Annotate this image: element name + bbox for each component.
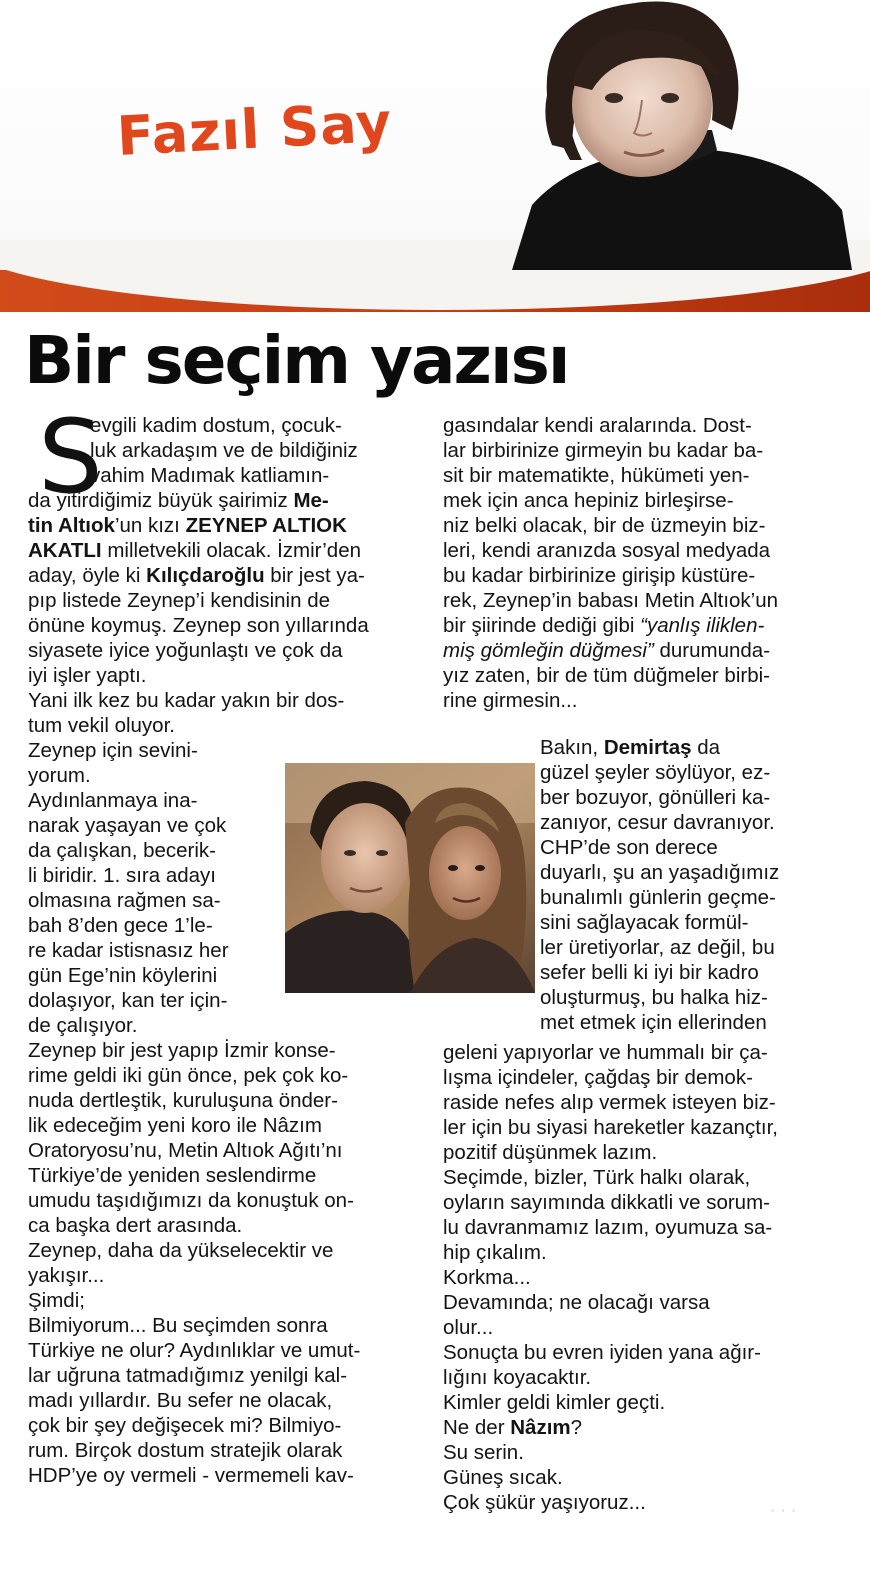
- bold-text: Nâzım: [510, 1416, 571, 1439]
- italic-text: “yanlış iliklen-: [640, 614, 765, 637]
- bold-text: tin Altıok: [28, 514, 115, 537]
- text-span: evgili kadim dostum, çocuk-: [90, 414, 342, 437]
- text-span: oyların sayımında dikkatli ve sorum-: [443, 1191, 770, 1214]
- text-line: [28, 638, 408, 663]
- text-span: Çok şükür yaşıyoruz...: [443, 1491, 646, 1514]
- text-span: leri, kendi aranızda sosyal medyada: [443, 539, 771, 562]
- text-line: [28, 413, 408, 438]
- text-span: luk arkadaşım ve de bildiğiniz: [90, 439, 358, 462]
- text-line: [443, 1115, 853, 1140]
- text-line: [443, 1340, 853, 1365]
- text-span: durumunda-: [653, 639, 771, 662]
- text-line: [443, 1465, 853, 1490]
- text-span: gün Ege’nin köylerini: [28, 964, 218, 987]
- bold-text: Kılıçdaroğlu: [146, 564, 265, 587]
- text-span: önüne koymuş. Zeynep son yıllarında: [28, 614, 369, 637]
- text-span: HDP’ye oy vermeli - vermemeli kav-: [28, 1464, 354, 1487]
- text-line: [28, 1163, 408, 1188]
- text-span: Zeynep, daha da yükselecektir ve: [28, 1239, 334, 1262]
- text-line: [443, 463, 853, 488]
- text-span: duyarlı, şu an yaşadığımız: [540, 861, 780, 884]
- text-span: siyasete iyice yoğunlaştı ve çok da: [28, 639, 343, 662]
- text-line: [443, 1290, 853, 1315]
- text-line: [540, 760, 850, 785]
- text-line: [443, 1165, 853, 1190]
- bleed-through-text-1: · · ·: [770, 1500, 797, 1519]
- text-span: lar uğruna tatmadığımız yenilgi kal-: [28, 1364, 348, 1387]
- text-line: [443, 613, 853, 638]
- text-line: [540, 735, 850, 760]
- text-span: Oratoryosu’nu, Metin Altıok Ağıtı’nı: [28, 1139, 343, 1162]
- text-line: [28, 1313, 408, 1338]
- text-span: aday, öyle ki: [28, 564, 147, 587]
- text-line: [443, 688, 853, 713]
- text-line: [443, 1065, 853, 1090]
- text-line: [28, 1138, 408, 1163]
- text-line: [28, 713, 408, 738]
- text-span: lik edeceğim yeni koro ile Nâzım: [28, 1114, 322, 1137]
- text-line: [28, 588, 408, 613]
- couple-photo: [285, 763, 535, 993]
- text-line: [443, 1040, 853, 1065]
- text-span: oluşturmuş, bu halka hiz-: [540, 986, 768, 1009]
- text-span: lar birbirinize girmeyin bu kadar ba-: [443, 439, 764, 462]
- text-span: de çalışıyor.: [28, 1014, 138, 1037]
- text-line: [443, 1390, 853, 1415]
- text-span: hip çıkalım.: [443, 1241, 547, 1264]
- text-span: ber bozuyor, gönülleri ka-: [540, 786, 771, 809]
- text-line: [28, 1388, 408, 1413]
- text-line: [28, 1113, 408, 1138]
- text-span: bunalımlı günlerin geçme-: [540, 886, 776, 909]
- column-header: [0, 0, 870, 312]
- text-line: [443, 563, 853, 588]
- text-line: [28, 538, 408, 563]
- text-span: ler üretiyorlar, az değil, bu: [540, 936, 775, 959]
- text-line: [443, 1140, 853, 1165]
- text-span: rime geldi iki gün önce, pek çok ko-: [28, 1064, 349, 1087]
- text-span: bah 8’den gece 1’le-: [28, 914, 213, 937]
- text-span: rine girmesin...: [443, 689, 578, 712]
- text-span: Seçimde, bizler, Türk halkı olarak,: [443, 1166, 751, 1189]
- text-span: güzel şeyler söylüyor, ez-: [540, 761, 771, 784]
- text-line: [28, 1413, 408, 1438]
- text-span: dolaşıyor, kan ter için-: [28, 989, 228, 1012]
- text-span: Sonuçta bu evren iyiden yana ağır-: [443, 1341, 761, 1364]
- text-span: ca başka dert arasında.: [28, 1214, 243, 1237]
- bold-text: AKATLI: [28, 539, 102, 562]
- text-line: [540, 960, 850, 985]
- text-span: sini sağlayacak formül-: [540, 911, 749, 934]
- text-span: lığını koyacaktır.: [443, 1366, 592, 1389]
- text-line: [540, 985, 850, 1010]
- text-span: Kimler geldi kimler geçti.: [443, 1391, 666, 1414]
- text-span: yorum.: [28, 764, 91, 787]
- text-line: [28, 1213, 408, 1238]
- text-span: da çalışkan, becerik-: [28, 839, 217, 862]
- text-line: [28, 513, 408, 538]
- text-line: [28, 1188, 408, 1213]
- text-line: [443, 1365, 853, 1390]
- text-line: [28, 688, 408, 713]
- text-line: [28, 1263, 408, 1288]
- author-portrait-photo: [512, 0, 852, 270]
- text-span: Şimdi;: [28, 1289, 85, 1312]
- text-span: ?: [570, 1416, 583, 1439]
- text-line: [28, 613, 408, 638]
- text-span: Bakın,: [540, 736, 604, 759]
- text-span: pozitif düşünmek lazım.: [443, 1141, 658, 1164]
- right-column-top: [443, 413, 853, 713]
- text-line: [540, 885, 850, 910]
- text-span: lu davranmamız lazım, oyumuza sa-: [443, 1216, 773, 1239]
- text-line: [28, 563, 408, 588]
- text-line: [28, 663, 408, 688]
- bold-text: Demirtaş: [603, 736, 692, 759]
- text-span: sefer belli ki iyi bir kadro: [540, 961, 759, 984]
- text-line: [443, 513, 853, 538]
- text-line: [443, 488, 853, 513]
- text-span: madı yıllardır. Bu sefer ne olacak,: [28, 1389, 333, 1412]
- text-span: da: [691, 736, 721, 759]
- text-span: Türkiye ne olur? Aydınlıklar ve umut-: [28, 1339, 361, 1362]
- text-span: met etmek için ellerinden: [540, 1011, 767, 1034]
- text-line: [28, 738, 408, 763]
- text-span: rum. Birçok dostum stratejik olarak: [28, 1439, 343, 1462]
- text-line: [540, 810, 850, 835]
- drop-cap: S: [38, 398, 103, 517]
- text-span: iyi işler yaptı.: [28, 664, 147, 687]
- text-span: nuda dertleştik, kuruluşuna önder-: [28, 1089, 338, 1112]
- text-line: [28, 1088, 408, 1113]
- bold-text: Me-: [293, 489, 329, 512]
- text-span: bir şiirinde dediği gibi: [443, 614, 641, 637]
- text-span: Zeynep için sevini-: [28, 739, 198, 762]
- text-span: Zeynep bir jest yapıp İzmir konse-: [28, 1039, 336, 1062]
- text-line: [540, 910, 850, 935]
- text-span: Ne der: [443, 1416, 511, 1439]
- text-line: [443, 1265, 853, 1290]
- text-span: Su serin.: [443, 1441, 524, 1464]
- text-line: [28, 1238, 408, 1263]
- text-span: Bilmiyorum... Bu seçimden sonra: [28, 1314, 328, 1337]
- text-line: [443, 538, 853, 563]
- text-line: [28, 438, 408, 463]
- text-line: [443, 438, 853, 463]
- text-line: [443, 1240, 853, 1265]
- text-line: [540, 860, 850, 885]
- text-span: pıp listede Zeynep’i kendisinin de: [28, 589, 330, 612]
- text-span: Türkiye’de yeniden seslendirme: [28, 1164, 317, 1187]
- text-line: [443, 588, 853, 613]
- text-span: Güneş sıcak.: [443, 1466, 563, 1489]
- italic-text: miş gömleğin düğmesi”: [443, 639, 654, 662]
- text-line: [443, 1215, 853, 1240]
- text-line: [28, 1063, 408, 1088]
- text-line: [540, 1010, 850, 1035]
- text-span: niz belki olacak, bir de üzmeyin biz-: [443, 514, 766, 537]
- text-line: [28, 1038, 408, 1063]
- text-span: vahim Madımak katliamın-: [90, 464, 330, 487]
- text-span: geleni yapıyorlar ve hummalı bir ça-: [443, 1041, 768, 1064]
- text-line: [28, 1463, 408, 1488]
- text-line: [540, 835, 850, 860]
- text-line: [443, 413, 853, 438]
- text-span: ’un kızı: [114, 514, 186, 537]
- text-span: umudu taşıdığımızı da konuştuk on-: [28, 1189, 354, 1212]
- text-line: [443, 638, 853, 663]
- text-line: [443, 663, 853, 688]
- text-line: [28, 1363, 408, 1388]
- text-line: [28, 488, 408, 513]
- text-span: sit bir matematikte, hükümeti yen-: [443, 464, 750, 487]
- text-line: [443, 1190, 853, 1215]
- text-span: gasındalar kendi aralarında. Dost-: [443, 414, 752, 437]
- text-line: [28, 1288, 408, 1313]
- text-line: [540, 935, 850, 960]
- headline: Bir seçim yazısı: [24, 322, 569, 399]
- right-column-narrow: [540, 735, 850, 1035]
- text-line: [540, 785, 850, 810]
- text-span: narak yaşayan ve çok: [28, 814, 227, 837]
- text-span: çok bir şey değişecek mi? Bilmiyo-: [28, 1414, 342, 1437]
- text-line: [443, 1090, 853, 1115]
- text-span: Korkma...: [443, 1266, 531, 1289]
- text-span: re kadar istisnasız her: [28, 939, 229, 962]
- text-span: milletvekili olacak. İzmir’den: [101, 539, 362, 562]
- text-span: mek için anca hepiniz birleşirse-: [443, 489, 734, 512]
- text-span: Yani ilk kez bu kadar yakın bir dos-: [28, 689, 345, 712]
- text-span: lışma içindeler, çağdaş bir demok-: [443, 1066, 753, 1089]
- text-span: da yitirdiğimiz büyük şairimiz: [28, 489, 294, 512]
- text-span: olur...: [443, 1316, 494, 1339]
- text-line: [443, 1315, 853, 1340]
- text-span: bir jest ya-: [264, 564, 365, 587]
- text-span: Devamında; ne olacağı varsa: [443, 1291, 710, 1314]
- text-line: [28, 1013, 408, 1038]
- text-span: bu kadar birbirinize girişip küstüre-: [443, 564, 756, 587]
- text-span: zanıyor, cesur davranıyor.: [540, 811, 775, 834]
- text-line: [443, 1440, 853, 1465]
- text-span: tum vekil oluyor.: [28, 714, 175, 737]
- text-line: [28, 1438, 408, 1463]
- text-span: li biridir. 1. sıra adayı: [28, 864, 216, 887]
- text-span: Aydınlanmaya ina-: [28, 789, 198, 812]
- text-line: [28, 463, 408, 488]
- text-span: rek, Zeynep’in babası Metin Altıok’un: [443, 589, 779, 612]
- text-span: ler için bu siyasi hareketler kazançtır,: [443, 1116, 778, 1139]
- bold-text: ZEYNEP ALTIOK: [185, 514, 347, 537]
- text-line: [28, 1338, 408, 1363]
- text-span: yakışır...: [28, 1264, 105, 1287]
- author-name: Fazıl Say: [115, 90, 394, 168]
- text-span: olmasına rağmen sa-: [28, 889, 221, 912]
- text-line: [443, 1415, 853, 1440]
- text-span: yız zaten, bir de tüm düğmeler birbi-: [443, 664, 770, 687]
- right-column-bottom: [443, 1040, 853, 1515]
- text-span: CHP’de son derece: [540, 836, 718, 859]
- text-span: raside nefes alıp vermek isteyen biz-: [443, 1091, 776, 1114]
